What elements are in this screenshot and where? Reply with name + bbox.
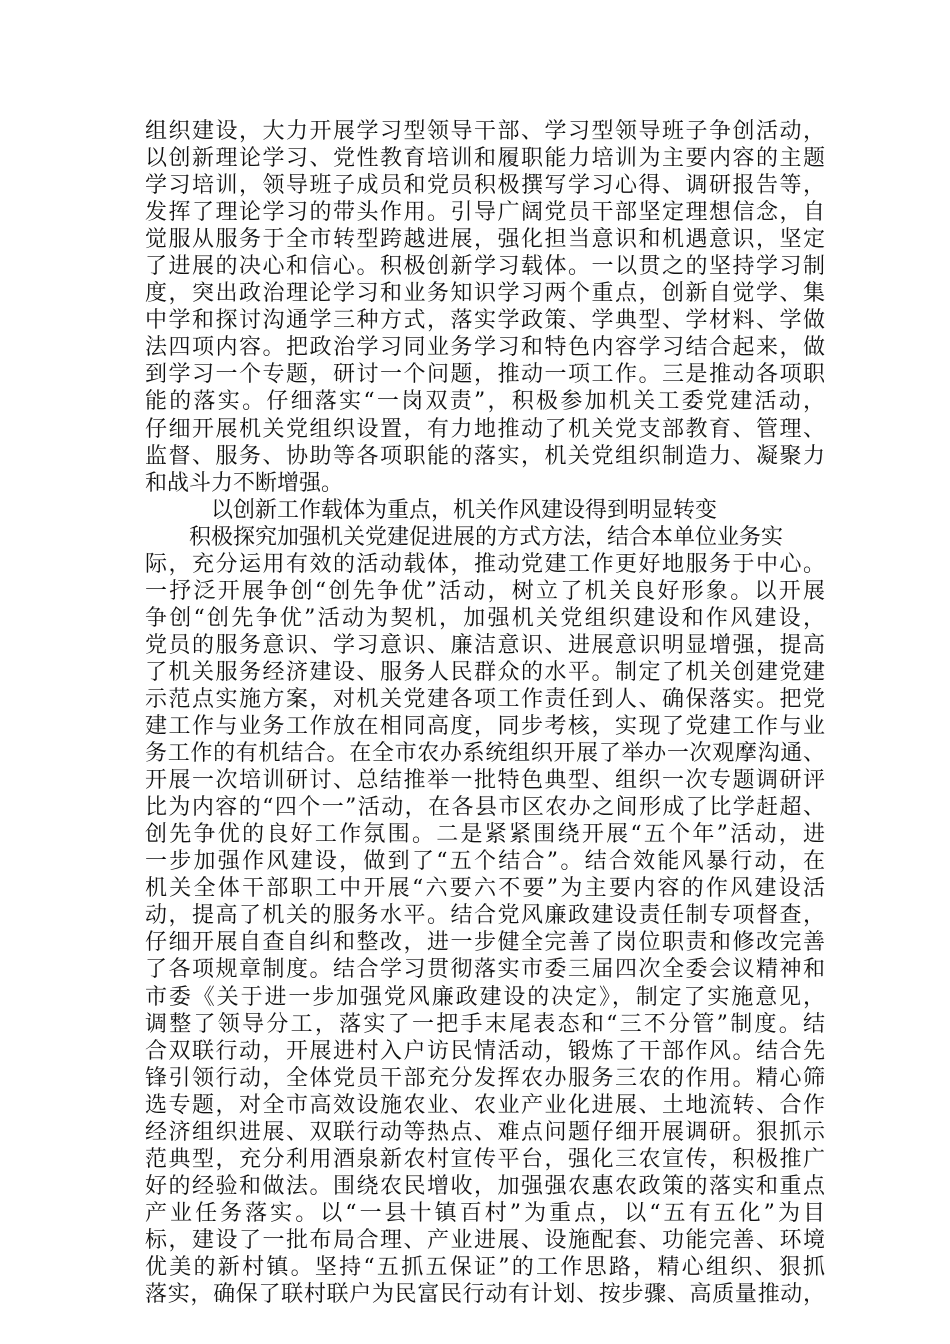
- paragraph-2: [145, 524, 825, 1308]
- text-line: 锋引领行动，全体党员干部充分发挥农办服务三农的作用。精心筛: [145, 1065, 825, 1091]
- text-line: 度，突出政治理论学习和业务知识学习两个重点，创新自觉学、集: [145, 281, 825, 307]
- text-line: 市委《关于进一步加强党风廉政建设的决定》，制定了实施意见，: [145, 984, 825, 1010]
- text-line: 优美的新村镇。坚持“五抓五保证”的工作思路，精心组织、狠抓: [145, 1254, 825, 1280]
- text-line: 学习培训，领导班子成员和党员积极撰写学习心得、调研报告等，: [145, 173, 825, 199]
- text-line: 合双联行动，开展进村入户访民情活动，锻炼了干部作风。结合先: [145, 1038, 825, 1064]
- text-line: 中学和探讨沟通学三种方式，落实学政策、学典型、学材料、学做: [145, 308, 825, 334]
- text-line: 党员的服务意识、学习意识、廉洁意识、进展意识明显增强，提高: [145, 632, 825, 658]
- text-line: 机关全体干部职工中开展“六要六不要”为主要内容的作风建设活: [145, 876, 825, 902]
- text-line: 好的经验和做法。围绕农民增收，加强强农惠农政策的落实和重点: [145, 1173, 825, 1199]
- paragraph-1: [145, 118, 825, 497]
- text-line: 范典型，充分利用酒泉新农村宣传平台，强化三农宣传，积极推广: [145, 1146, 825, 1172]
- text-line: 示范点实施方案，对机关党建各项工作责任到人、确保落实。把党: [145, 686, 825, 712]
- text-line: 积极探究加强机关党建促进展的方式方法，结合本单位业务实: [189, 524, 784, 550]
- document-page: [145, 118, 825, 1308]
- text-line: 仔细开展自查自纠和整改，进一步健全完善了岗位职责和修改完善: [145, 930, 825, 956]
- text-line: 监督、服务、协助等各项职能的落实，机关党组织制造力、凝聚力: [145, 443, 825, 469]
- text-line: 经济组织进展、双联行动等热点、难点问题仔细开展调研。狠抓示: [145, 1119, 825, 1145]
- text-line: 以创新理论学习、党性教育培训和履职能力培训为主要内容的主题: [145, 146, 825, 172]
- text-line: 落实，确保了联村联户为民富民行动有计划、按步骤、高质量推动，: [145, 1282, 825, 1308]
- text-line: 一步加强作风建设，做到了“五个结合”。结合效能风暴行动，在: [145, 849, 825, 875]
- text-line: 创先争优的良好工作氛围。二是紧紧围绕开展“五个年”活动，进: [145, 822, 825, 848]
- text-line: 和战斗力不断增强。: [145, 470, 344, 496]
- text-line: 法四项内容。把政治学习同业务学习和特色内容学习结合起来，做: [145, 335, 825, 361]
- text-line: 了机关服务经济建设、服务人民群众的水平。制定了机关创建党建: [145, 659, 825, 685]
- text-line: 一抒泛开展争创“创先争优”活动，树立了机关良好形象。以开展: [145, 578, 825, 604]
- text-line: 能的落实。仔细落实“一岗双责”，积极参加机关工委党建活动，: [145, 389, 825, 415]
- text-line: 产业任务落实。以“一县十镇百村”为重点，以“五有五化”为目: [145, 1200, 825, 1226]
- text-line: 了进展的决心和信心。积极创新学习载体。一以贯之的坚持学习制: [145, 254, 825, 280]
- text-line: 开展一次培训研讨、总结推举一批特色典型、组织一次专题调研评: [145, 768, 825, 794]
- text-line: 建工作与业务工作放在相同高度，同步考核，实现了党建工作与业: [145, 714, 825, 740]
- section-heading: 以创新工作载体为重点，机关作风建设得到明显转变: [211, 497, 718, 523]
- text-line: 仔细开展机关党组织设置，有力地推动了机关党支部教育、管理、: [145, 416, 825, 442]
- text-line: 到学习一个专题，研讨一个问题，推动一项工作。三是推动各项职: [145, 362, 825, 388]
- text-line: 了各项规章制度。结合学习贯彻落实市委三届四次全委会议精神和: [145, 957, 825, 983]
- text-line: 务工作的有机结合。在全市农办系统组织开展了举办一次观摩沟通、: [145, 741, 825, 767]
- text-line: 觉服从服务于全市转型跨越进展，强化担当意识和机遇意识，坚定: [145, 227, 825, 253]
- text-line: 动，提高了机关的服务水平。结合党风廉政建设责任制专项督查，: [145, 903, 825, 929]
- text-line: 争创“创先争优”活动为契机，加强机关党组织建设和作风建设，: [145, 605, 825, 631]
- text-line: 比为内容的“四个一”活动，在各县市区农办之间形成了比学赶超、: [145, 795, 825, 821]
- text-line: 选专题，对全市高效设施农业、农业产业化进展、土地流转、合作: [145, 1092, 825, 1118]
- text-line: 组织建设，大力开展学习型领导干部、学习型领导班子争创活动，: [145, 119, 825, 144]
- text-line: 际，充分运用有效的活动载体，推动党建工作更好地服务于中心。: [145, 551, 825, 577]
- text-line: 标，建设了一批布局合理、产业进展、设施配套、功能完善、环境: [145, 1227, 825, 1253]
- text-line: 发挥了理论学习的带头作用。引导广阔党员干部坚定理想信念，自: [145, 200, 825, 226]
- text-line: 调整了领导分工，落实了一把手末尾表态和“三不分管”制度。结: [145, 1011, 825, 1037]
